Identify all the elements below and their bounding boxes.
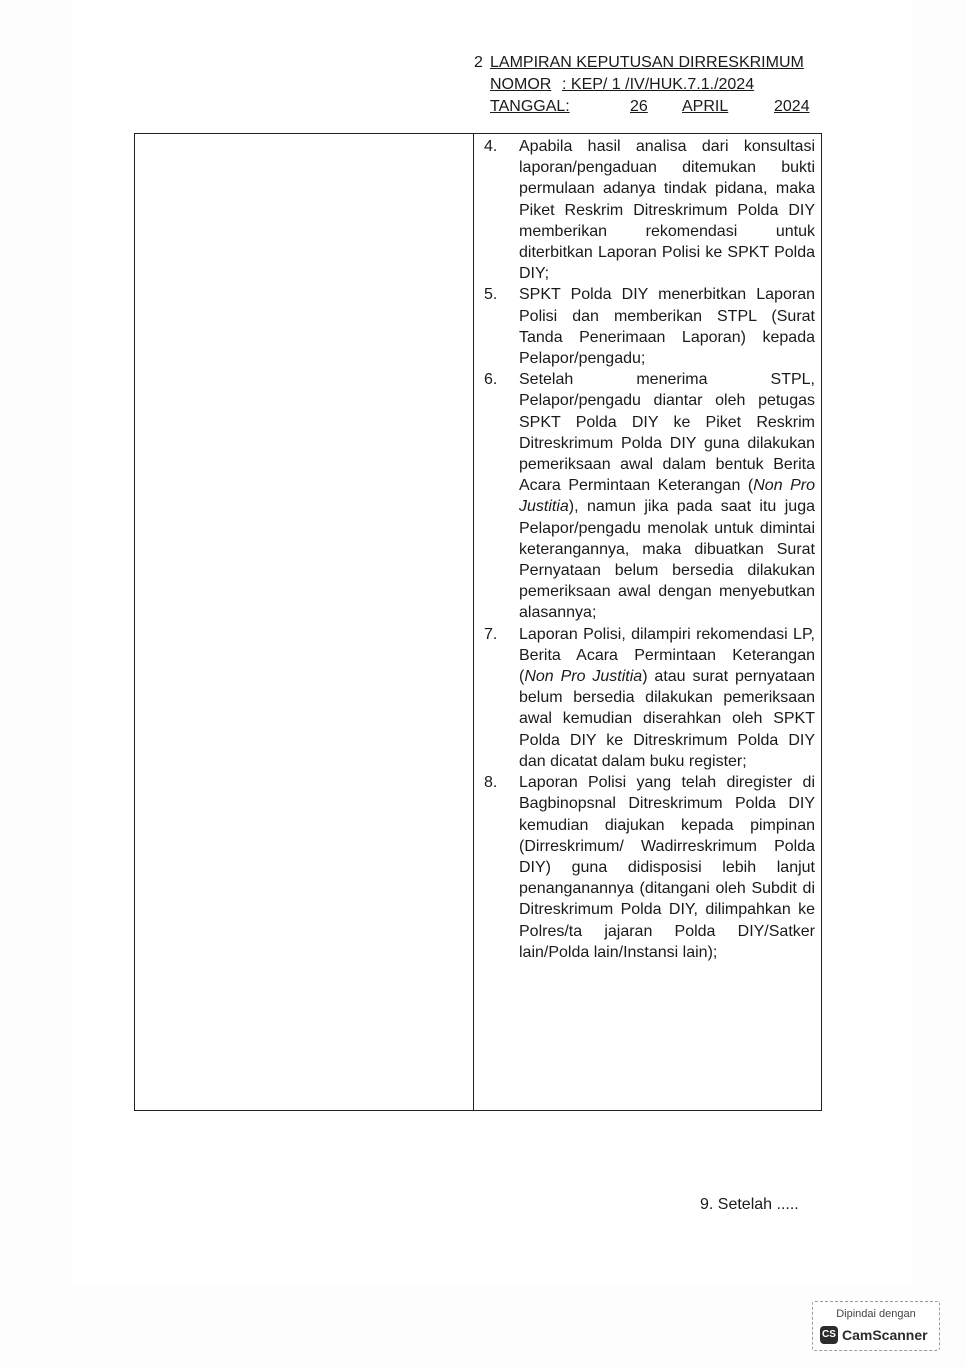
step-text: Apabila hasil analisa dari konsultasi laporan/pengaduan ditemukan bukti permulaan adanya tindak pidana, maka Piket Reskrim Ditreskrimum Polda DIY memberikan rekomendasi untuk diterbitkan Laporan Polisi ke SPKT Polda DIY; (519, 138, 815, 283)
camscanner-watermark (812, 1301, 940, 1351)
step-7 (484, 624, 815, 772)
nomor-label: NOMOR (490, 76, 552, 93)
tanggal-year: 2024 (774, 98, 810, 115)
step-number: 6. (484, 371, 498, 389)
step-text-part: ), namun jika pada saat itu juga Pelapor/pengadu menolak untuk dimintai keterangannya, maka dibuatkan Surat Pernyataan belum bersedia dilakukan pemeriksaan awal dengan menyebutkan alasannya; (519, 498, 815, 622)
watermark-caption: Dipindai dengan (836, 1308, 916, 1320)
watermark-brand: CamScanner (842, 1327, 928, 1343)
header-title: LAMPIRAN KEPUTUSAN DIRRESKRIMUM (490, 54, 804, 71)
document-header (474, 52, 844, 118)
step-number: 7. (484, 625, 498, 643)
table-left-column (135, 134, 474, 1110)
step-text: Laporan Polisi yang telah diregister di Bagbinopsnal Ditreskrimum Polda DIY kemudian diajukan kepada pimpinan (Dirreskrimum/ Wadirreskrimum Polda DIY) guna didisposisi lebih lanjut penanganannya (ditangani oleh Subdit di Ditreskrimum Polda DIY, dilimpahkan ke Polres/ta jajaran Polda DIY/Satker lain/Polda lain/Instansi lain); (519, 774, 815, 961)
step-8 (484, 772, 815, 963)
step-6 (484, 369, 815, 623)
header-title-line (474, 52, 844, 74)
procedure-table (134, 133, 822, 1111)
step-text-part: ) atau surat pernyataan belum bersedia dilakukan pemeriksaan awal kemudian diserahkan oleh SPKT Polda DIY ke Ditreskrimum Polda DIY dan dicatat dalam buku register; (519, 668, 816, 770)
step-number: 5. (484, 286, 498, 304)
step-text (519, 369, 815, 623)
header-nomor-line (474, 74, 844, 96)
tanggal-label: TANGGAL: (490, 98, 570, 115)
procedure-steps (484, 136, 815, 963)
step-text (519, 624, 815, 772)
step-text-part: Setelah menerima STPL, Pelapor/pengadu diantar oleh petugas SPKT Polda DIY ke Piket Reskrim Ditreskrimum Polda DIY guna dilakukan pemeriksaan awal dalam bentuk Berita Acara Permintaan Keterangan ( (519, 371, 815, 495)
camscanner-logo-icon: CS (820, 1326, 838, 1344)
header-tanggal-line (474, 96, 844, 118)
step-text-part: Laporan Polisi, dilampiri rekomendasi LP, Berita Acara Permintaan Keterangan ( (519, 625, 815, 686)
tanggal-month: APRIL (682, 98, 729, 115)
nomor-value: : KEP/ 1 /IV/HUK.7.1./2024 (562, 76, 755, 93)
step-4 (484, 136, 815, 284)
table-right-column (474, 134, 821, 1110)
step-text-italic: Non Pro Justitia (519, 477, 815, 516)
step-text: SPKT Polda DIY menerbitkan Laporan Polisi dan memberikan STPL (Surat Tanda Penerimaan Laporan) kepada Pelapor/pengadu; (519, 286, 815, 368)
step-number: 4. (484, 138, 498, 155)
step-text-italic: Non Pro Justitia (524, 668, 643, 686)
step-5 (484, 284, 815, 369)
tanggal-day: 26 (630, 98, 648, 115)
step-number: 8. (484, 774, 498, 792)
continuation-note: 9. Setelah ..... (700, 1196, 799, 1213)
page-number: 2 (474, 54, 483, 71)
